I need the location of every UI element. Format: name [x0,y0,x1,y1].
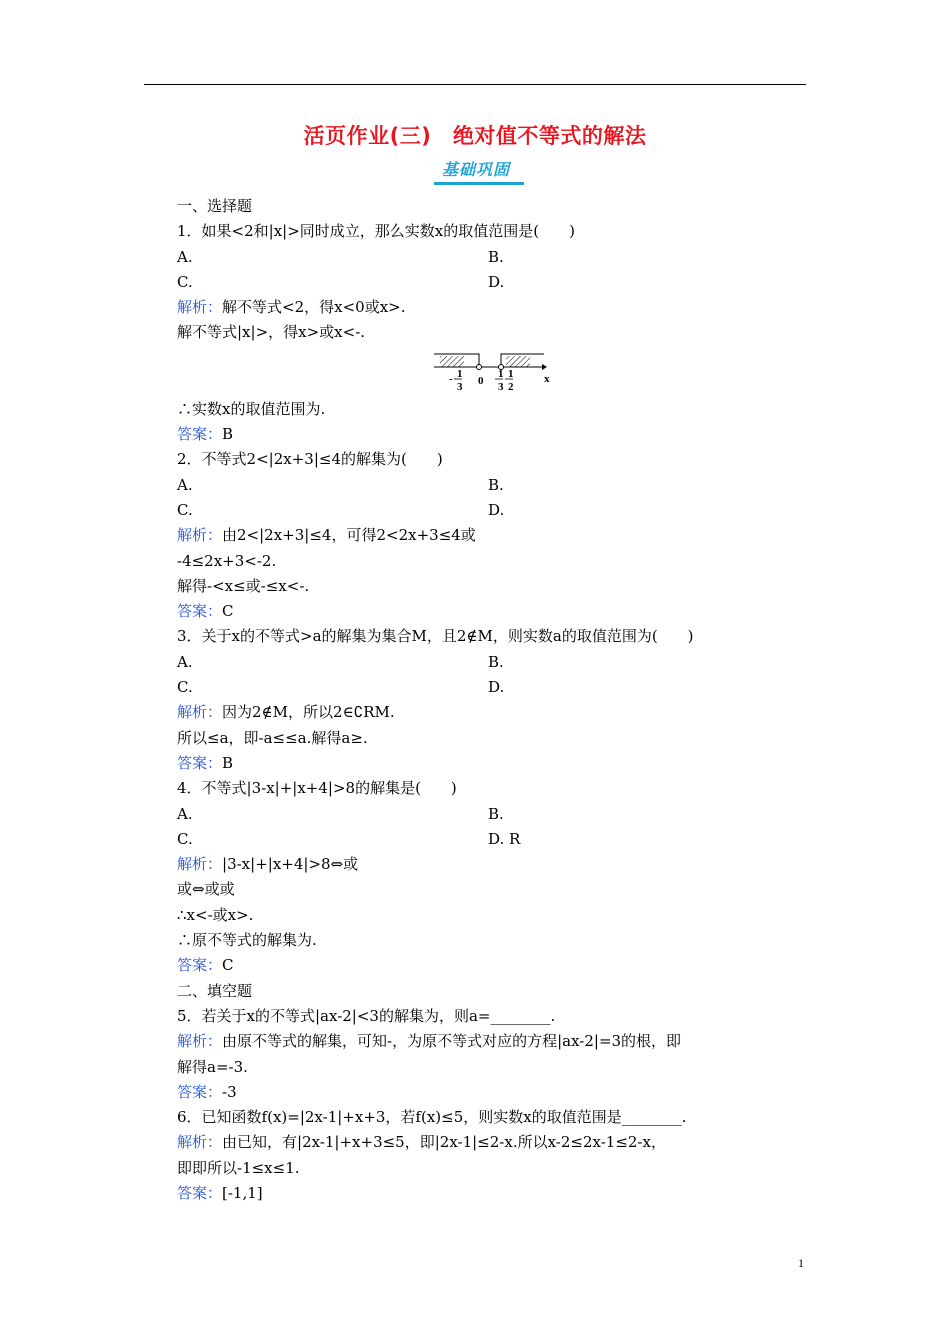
option-row [177,498,817,523]
line-text: -4≤2x+3<-2. [177,551,277,570]
page-title: 活页作业(三) 绝对值不等式的解法 [303,124,647,148]
text-line [177,903,817,928]
tick-third-num: 1 [498,367,504,380]
line-text: B [222,425,234,444]
line-text: ∴实数x的取值范围为. [177,399,326,418]
tick-third-den: 3 [498,380,504,393]
option-left: A. [177,247,193,266]
text-line [177,574,817,599]
text-line [177,422,817,447]
solution-label: 解析： [177,1032,223,1051]
line-text: 解得a=-3. [177,1057,248,1076]
tick-zero: 0 [478,374,484,387]
tick-minus-third-num: 1 [457,367,463,380]
text-line [177,447,817,472]
text-line [177,624,817,649]
text-line [177,700,817,725]
line-text: C [222,956,234,975]
option-row [177,827,817,852]
solution-label: 答案： [177,753,223,772]
line-text: 解不等式|x|>，得x>或x<-. [177,323,366,342]
line-text: 由已知，有|2x-1|+x+3≤5，即|2x-1|≤2-x.所以x-2≤2x-1≤2-x， [222,1133,666,1152]
line-text: 所以≤a，即-a≤≤a.解得a≥. [177,728,368,747]
text-line [177,1105,817,1130]
axis-arrow [542,364,547,370]
option-left: C. [177,272,193,291]
text-line [177,194,817,219]
text-line [177,1004,817,1029]
text-line [177,599,817,624]
text-line [177,1029,817,1054]
option-right: D. [488,500,505,519]
line-text: 或⇔或或 [177,880,235,899]
tick-half-den: 2 [508,380,514,393]
number-line-figure [177,346,817,397]
line-text: 解得-<x≤或-≤x<-. [177,576,310,595]
option-left: C. [177,678,193,697]
line-text: ∴x<-或x>. [177,905,254,924]
text-line [177,979,817,1004]
text-line [177,928,817,953]
line-text: ∴原不等式的解集为. [177,931,317,950]
document-body [177,194,817,1206]
line-text: 一、选择题 [177,197,253,215]
top-rule [144,84,806,85]
option-right: B. [488,247,504,266]
text-line [177,751,817,776]
option-row [177,245,817,270]
option-right: B. [488,475,504,494]
solution-label: 解析： [177,526,223,545]
solution-label: 答案： [177,602,223,621]
line-text: 即即所以-1≤x≤1. [177,1158,300,1177]
solution-label: 答案： [177,1183,223,1202]
text-line [177,1181,817,1206]
option-left: C. [177,500,193,519]
option-row [177,802,817,827]
line-text: 二、填空题 [177,981,253,1000]
option-right: B. [488,652,504,671]
line-text: 6．已知函数f(x)=|2x-1|+x+3，若f(x)≤5，则实数x的取值范围是________. [177,1108,687,1127]
text-line [177,852,817,877]
text-line [177,549,817,574]
line-text: 解不等式<2，得x<0或x>. [222,298,406,317]
page-number: 1 [798,1256,804,1270]
option-right: B. [488,804,504,823]
line-text: -3 [222,1082,237,1101]
section-banner [428,158,524,184]
text-line [177,726,817,751]
line-text: 4．不等式|3-x|+|x+4|>8的解集是( ) [177,779,457,798]
solution-label: 解析： [177,703,223,722]
number-line-svg [432,348,562,396]
option-right: D. R [488,829,521,848]
tick-half-num: 1 [508,367,514,380]
solution-label: 解析： [177,298,223,317]
hatch-left [440,356,464,367]
text-line [177,776,817,801]
line-text: [-1,1] [222,1183,263,1202]
line-text: C [222,602,234,621]
option-row [177,473,817,498]
option-left: C. [177,829,193,848]
solution-label: 解析： [177,1133,223,1152]
banner-label: 基础巩固 [441,160,510,179]
text-line [177,877,817,902]
line-text: 1．如果<2和|x|>同时成立，那么实数x的取值范围是( ) [177,222,575,241]
text-line [177,219,817,244]
text-line [177,320,817,345]
text-line [177,953,817,978]
option-row [177,675,817,700]
line-text: B [222,753,234,772]
text-line [177,1080,817,1105]
banner-underline [434,182,524,185]
option-row [177,650,817,675]
text-line [177,1156,817,1181]
line-text: 3．关于x的不等式>a的解集为集合M，且2∉M，则实数a的取值范围为( ) [177,627,694,646]
option-row [177,270,817,295]
line-text: 因为2∉M，所以2∈∁RM. [222,703,395,722]
line-text: 由2<|2x+3|≤4，可得2<2x+3≤4或 [222,526,476,545]
option-left: A. [177,475,193,494]
line-text: 5．若关于x的不等式|ax-2|<3的解集为，则a=________. [177,1006,556,1025]
line-text: |3-x|+|x+4|>8⇔或 [222,855,359,874]
axis-label-x: x [544,372,550,385]
solution-label: 答案： [177,425,223,444]
option-left: A. [177,652,193,671]
tick-minus-sign: - [449,372,453,385]
text-line [177,397,817,422]
open-point-zero [477,364,482,369]
line-text: 由原不等式的解集，可知-，为原不等式对应的方程|ax-2|=3的根，即 [222,1032,682,1051]
line-text: 2．不等式2<|2x+3|≤4的解集为( ) [177,450,443,469]
solution-label: 答案： [177,1082,223,1101]
text-line [177,295,817,320]
text-line [177,1055,817,1080]
hatch-right [506,356,530,367]
option-right: D. [488,272,505,291]
option-left: A. [177,804,193,823]
solution-label: 解析： [177,855,223,874]
text-line [177,523,817,548]
option-right: D. [488,678,505,697]
tick-minus-third-den: 3 [457,380,463,393]
solution-label: 答案： [177,956,223,975]
text-line [177,1130,817,1155]
